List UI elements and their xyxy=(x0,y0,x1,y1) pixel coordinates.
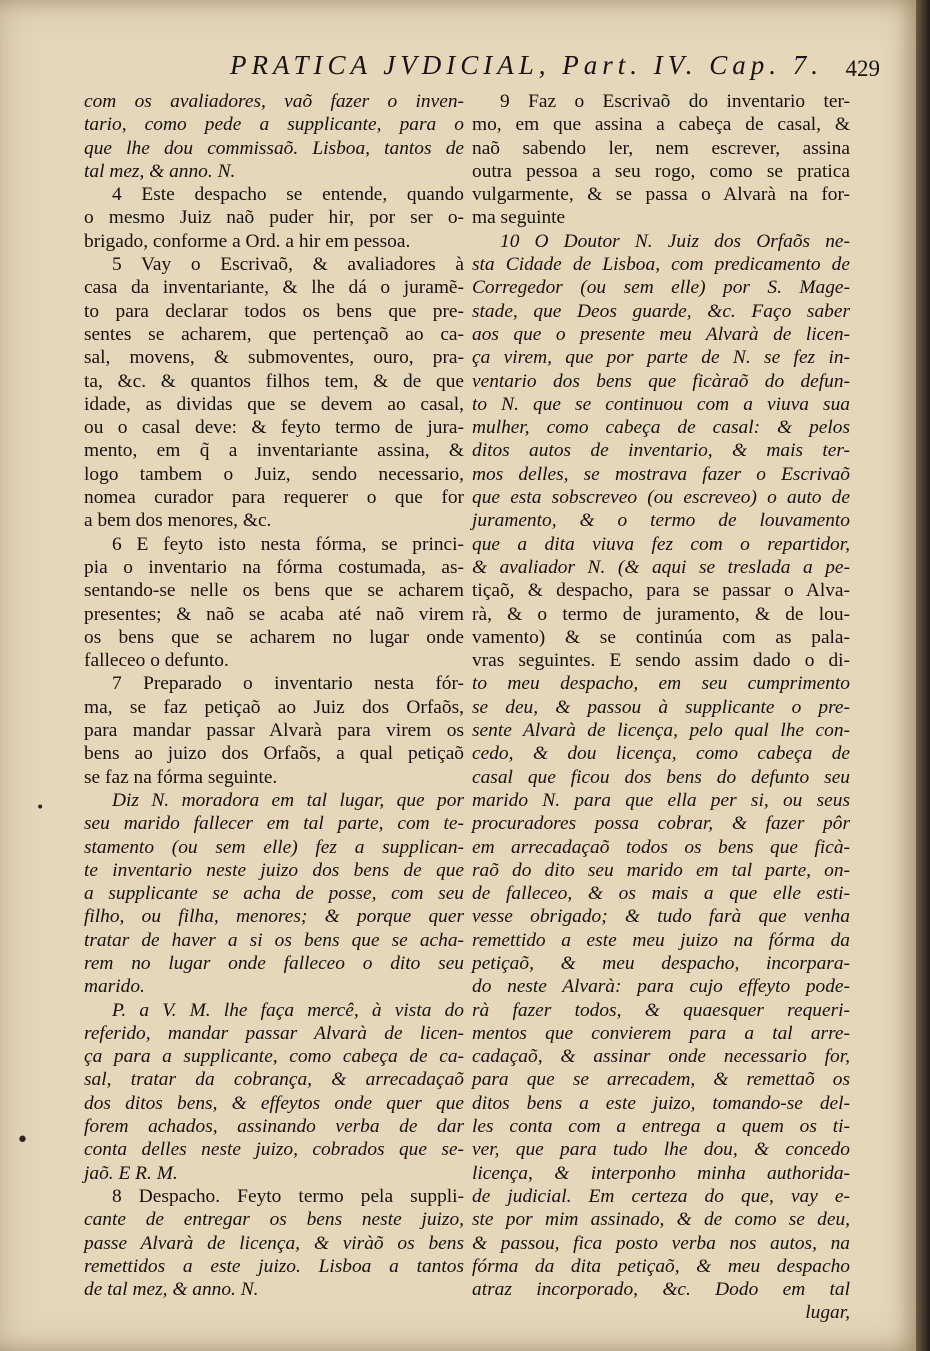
left-column-line: marido. xyxy=(84,976,145,998)
left-column-line: P. a V. M. lhe faça mercê, à vista do xyxy=(112,999,464,1021)
right-column-line: que esta sobscreveo (ou escreveo) o auto de xyxy=(472,487,850,509)
left-column-line: cante de entregar os bens neste juizo, xyxy=(84,1209,464,1231)
right-column-line: para que se arrecadem, & remettaõ os xyxy=(472,1069,850,1091)
running-title: PRATICA JVDICIAL, Part. IV. Cap. 7. xyxy=(230,50,823,80)
left-column-line: rem no lugar onde falleceo o dito seu xyxy=(84,952,464,974)
left-column-line: sal, movens, & submoventes, ouro, pra- xyxy=(84,347,464,369)
left-column-line: a supplicante se acha de posse, com seu xyxy=(84,883,464,905)
right-column-line: raõ do dito seu marido em tal parte, on- xyxy=(472,859,850,881)
left-column-line: nomea curador para requerer o que for xyxy=(84,487,464,509)
right-column-line: aos que o presente meu Alvarà de licen- xyxy=(472,323,850,345)
left-column-line: 7 Preparado o inventario nesta fór- xyxy=(112,673,464,695)
left-column-line: os bens que se acharem no lugar onde xyxy=(84,626,464,648)
right-column-line: de falleceo, & os mais a que elle esti- xyxy=(472,883,850,905)
left-column-line: sal, tratar da cobrança, & arrecadaçaõ xyxy=(84,1069,464,1091)
left-column-line: idade, as dividas que se devem ao casal, xyxy=(84,393,464,415)
right-column-line: mulher, como cabeça de casal: & pelos xyxy=(472,417,850,439)
left-column-line: forem achados, assinando verba de dar xyxy=(84,1116,464,1138)
left-column-line: conta delles neste juizo, cobrados que se- xyxy=(84,1139,464,1161)
right-column-line: & avaliador N. (& aqui se tresladа a pe- xyxy=(472,556,850,578)
left-column-line: Diz N. moradora em tal lugar, que por xyxy=(112,789,464,811)
right-column-line: remettido a este meu juizo na fórma da xyxy=(472,929,850,951)
left-column-line: stamento (ou sem elle) fez a supplican- xyxy=(84,836,464,858)
left-column-line: ma, se faz petiçaõ ao Juiz dos Orfaõs, xyxy=(84,696,464,718)
left-column-line: to para declarar todos os bens que pre- xyxy=(84,300,464,322)
left-column-line: filho, ou filha, menores; & porque quer xyxy=(84,906,464,928)
left-column-line: de tal mez, & anno. N. xyxy=(84,1279,259,1301)
left-column-line: referido, mandar passar Alvarà de licen- xyxy=(84,1022,464,1044)
right-column-line: to N. que se continuou com a viuva sua xyxy=(472,393,850,415)
left-column-line: sentando-se nelle os bens que se acharem xyxy=(84,580,464,602)
left-column-line: se faz na fórma seguinte. xyxy=(84,766,278,788)
right-column-line: do neste Alvarà: para cujo effeyto pode- xyxy=(472,976,850,998)
right-column-line: ditos bens a este juizo, tomando-se del- xyxy=(472,1092,850,1114)
right-column-line: marido N. para que ella per si, ou seus xyxy=(472,789,850,811)
left-column-line: casa da inventariante, & lhe dá o juramẽ- xyxy=(84,277,464,299)
left-column-line: passe Alvarà de licença, & viràõ os bens xyxy=(84,1232,464,1254)
left-column-line: a bem dos menores, &c. xyxy=(84,510,272,532)
right-column-line: vulgarmente, & se passa o Alvarà na for- xyxy=(472,184,850,206)
right-column-line: les conta com a entrega a quem os ti- xyxy=(472,1116,850,1138)
left-column-line: ça para a supplicante, como cabeça de ca- xyxy=(84,1046,464,1068)
right-column-line: rà fazer todos, & quaesquer requeri- xyxy=(472,999,850,1021)
page-edge xyxy=(916,0,930,1351)
left-column-line: tratar de haver a si os bens que se acha- xyxy=(84,929,464,951)
right-column-line: sta Cidade de Lisboa, com predicamento de xyxy=(472,254,850,276)
left-column-line: bens ao juizo dos Orfaõs, a qual petiçaõ xyxy=(84,743,464,765)
left-column-line: sentes se acharem, que pertençaõ ao ca- xyxy=(84,323,464,345)
right-column-line: em arrecadaçaõ todos os bens que ficà- xyxy=(472,836,850,858)
right-column-line: & passou, fica posto verba nos autos, na xyxy=(472,1232,850,1254)
left-column-line: para mandar passar Alvarà para virem os xyxy=(84,720,464,742)
left-column-line: brigado, conforme a Ord. a hir em pessoa. xyxy=(84,230,411,252)
left-column-line: tal mez, & anno. N. xyxy=(84,160,236,182)
right-column-line: ditos autos de inventario, & mais ter- xyxy=(472,440,850,462)
left-column-line: jaõ. E R. M. xyxy=(84,1162,178,1184)
right-column-line: outra pessoa a seu rogo, como se pratica xyxy=(472,160,850,182)
right-column-line: mos delles, se mostrava fazer o Escrivaõ xyxy=(472,463,850,485)
left-column-line: presentes; & naõ se acaba até naõ virem xyxy=(84,603,464,625)
right-column-line: vras seguintes. E sendo assim dado o di- xyxy=(472,650,850,672)
right-column-line: stade, que Deos guarde, &c. Faço saber xyxy=(472,300,850,322)
right-column-line: ma seguinte xyxy=(472,207,566,229)
right-column-line: vamento) & se continúa com as pala- xyxy=(472,626,850,648)
left-column-line: falleceo o defunto. xyxy=(84,650,229,672)
right-column-line: se deu, & passou à supplicante o pre- xyxy=(472,696,850,718)
right-column-line: cadaçaõ, & assinar onde necessario for, xyxy=(472,1046,850,1068)
left-column-line: 8 Despacho. Feyto termo pela suppli- xyxy=(112,1185,464,1207)
left-column-line: o mesmo Juiz naõ puder hir, por ser o- xyxy=(84,207,464,229)
right-column-line: rà, & o termo de juramento, & de lou- xyxy=(472,603,850,625)
left-column-line: tario, como pede a supplicante, para o xyxy=(84,114,464,136)
right-column-line: de judicial. Em certeza do que, vay e- xyxy=(472,1185,850,1207)
right-column-line: licença, & interponho minha authorida- xyxy=(472,1162,850,1184)
right-column-line: mo, em que assina a cabeça de casal, & xyxy=(472,114,850,136)
right-column-line: casal que ficou dos bens do defunto seu xyxy=(472,766,850,788)
left-column-line: mento, em q̃ a inventariante assina, & xyxy=(84,440,464,462)
right-column-line: ça virem, que por parte de N. se fez in- xyxy=(472,347,850,369)
left-column xyxy=(84,90,464,1301)
left-column-line: 4 Este despacho se entende, quando xyxy=(112,184,464,206)
page-number: 429 xyxy=(845,56,880,81)
left-column-line: ta, &c. & quantos filhos tem, & de que xyxy=(84,370,464,392)
right-column-line: 9 Faz o Escrivaõ do inventario ter- xyxy=(500,91,850,112)
right-column-line: que a dita viuva fez com o repartidor, xyxy=(472,533,850,555)
left-column-line: te inventario neste juizo dos bens de que xyxy=(84,859,464,881)
left-column-line: logo tambem o Juiz, sendo necessario, xyxy=(84,463,464,485)
right-column xyxy=(472,90,850,1325)
right-column-line: naõ sabendo ler, nem escrever, assina xyxy=(472,137,850,159)
right-column-line: to meu despacho, em seu cumprimento xyxy=(472,673,850,695)
left-column-line: ou o casal deve: & feyto termo de jura- xyxy=(84,417,464,439)
right-column-line: ver, que para tudo lhe dou, & concedo xyxy=(472,1139,850,1161)
right-column-line: cedo, & dou licença, como cabeça de xyxy=(472,743,850,765)
right-column-line: tiçaõ, & despacho, para se passar o Alva- xyxy=(472,580,850,602)
right-column-line: Corregedor (ou sem elle) por S. Mage- xyxy=(472,277,850,299)
left-column-line: seu marido fallecer em tal parte, com te- xyxy=(84,813,464,835)
left-column-line: 6 E feyto isto nesta fórma, se princi- xyxy=(112,533,464,555)
right-column-line: ste por mim assinado, & de como se deu, xyxy=(472,1209,850,1231)
ink-dot: • xyxy=(36,800,45,816)
left-column-line: 5 Vay o Escrivaõ, & avaliadores à xyxy=(112,254,464,276)
left-column-line: com os avaliadores, vaõ fazer o inven- xyxy=(84,91,464,112)
left-column-line: remettidos a este juizo. Lisboa a tantos xyxy=(84,1255,464,1277)
right-column-line: petiçaõ, & meu despacho, incorpara- xyxy=(472,952,850,974)
right-column-line: procuradores possa cobrar, & fazer pôr xyxy=(472,813,850,835)
right-column-line: 10 O Doutor N. Juiz dos Orfaõs ne- xyxy=(500,230,850,252)
left-column-line: que lhe dou commissaõ. Lisboa, tantos de xyxy=(84,137,464,159)
right-column-line: sente Alvarà de licença, pelo qual lhe con- xyxy=(472,720,850,742)
right-column-line: atraz incorporado, &c. Dodo em tal xyxy=(472,1279,850,1301)
left-column-line: pia o inventario na fórma costumada, as- xyxy=(84,556,464,578)
right-column-line: mentos que convierem para a tal arre- xyxy=(472,1022,850,1044)
right-column-line: vesse obrigado; & tudo farà que venha xyxy=(472,906,850,928)
right-column-line: fórma da dita petiçaõ, & meu despacho xyxy=(472,1255,850,1277)
right-column-line: lugar, xyxy=(805,1302,850,1324)
right-column-line: juramento, & o termo de louvamento xyxy=(472,510,850,532)
running-head xyxy=(230,50,880,90)
right-column-line: ventario dos bens que ficàraõ do defun- xyxy=(472,370,850,392)
ink-spot: • xyxy=(16,1128,29,1153)
left-column-line: dos ditos bens, & effeytos onde quer que xyxy=(84,1092,464,1114)
